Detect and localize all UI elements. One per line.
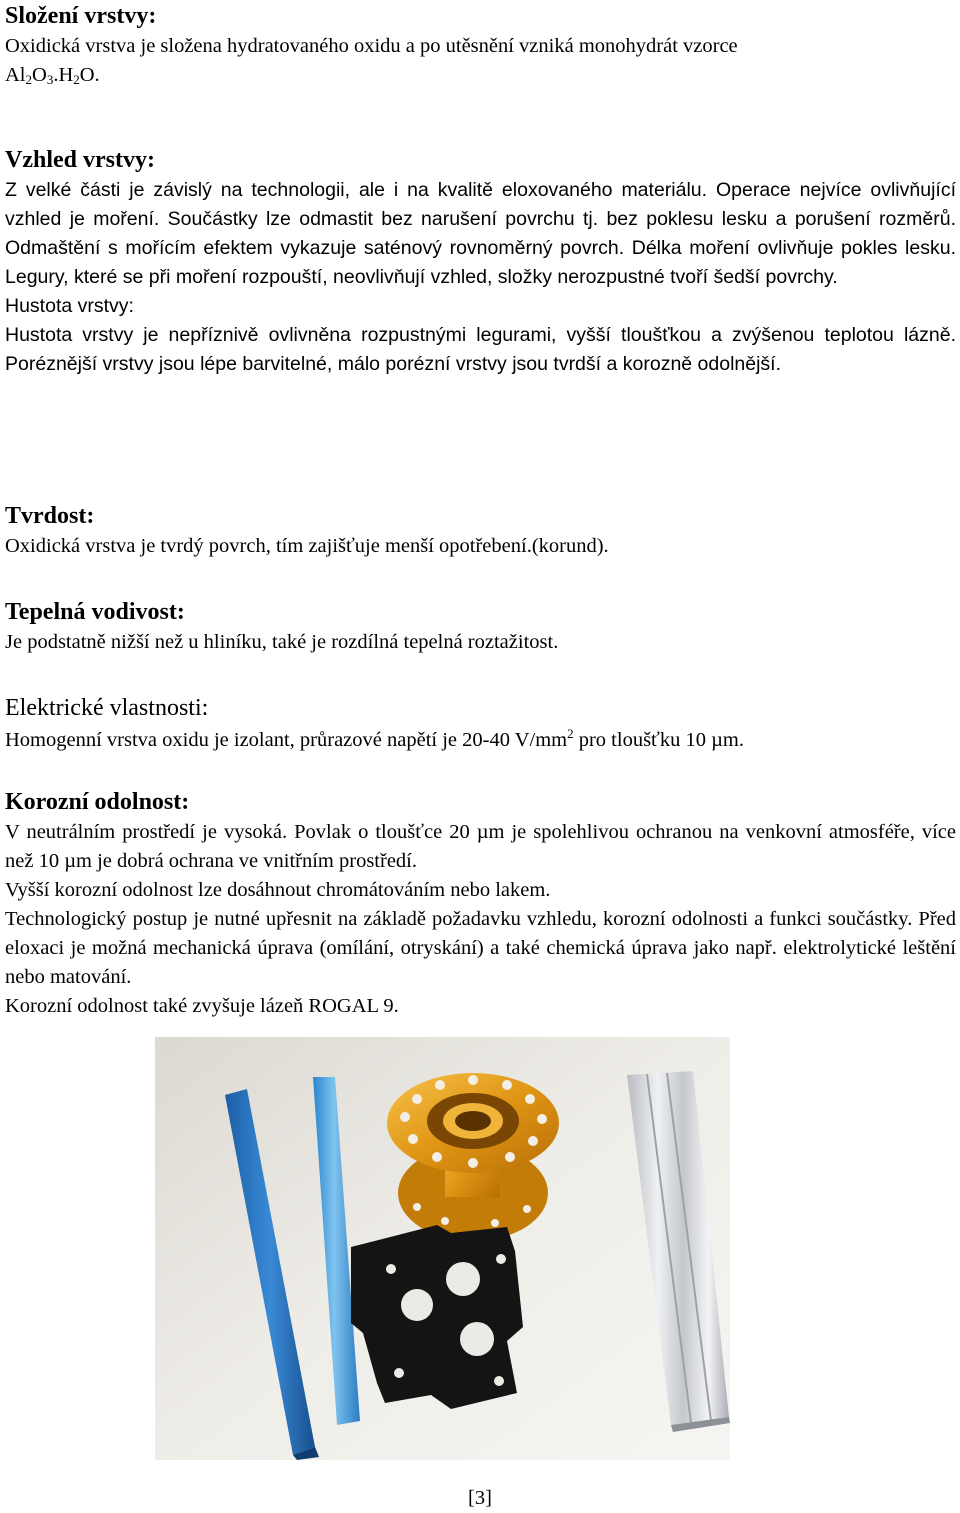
text-vzhled: Z velké části je závislý na technologii, ale i na kvalitě eloxovaného materiálu. Operace nejvíce ovlivňující vzhled je moření. Součástky lze odmastit bez narušení povrchu tj. bez poklesu lesku a porušení rozměrů. Odmaštění s mořícím efektem vykazuje saténový rovnoměrný povrch. Délka moření ovlivňuje pokles lesku. Legury, které se při moření rozpouští, neovlivňují vzhled, složky nerozpustné tvoří šedší povrchy. [5, 179, 956, 288]
text-tvrdost: Oxidická vrstva je tvrdý povrch, tím zajišťuje menší opotřebení.(korund). [5, 535, 609, 557]
section-korozni [5, 788, 956, 1021]
text-korozni-2: Vyšší korozní odolnost lze dosáhnout chromátováním nebo lakem. [5, 879, 551, 901]
text-korozni-1: V neutrálním prostředí je vysoká. Povlak o tloušťce 20 µm je spolehlivou ochranou na venkovní atmosféře, více než 10 µm je dobrá ochrana ve vnitřním prostředí. [5, 821, 956, 872]
formula-end: O. [79, 64, 100, 86]
heading-vzhled: Vzhled vrstvy: [5, 147, 155, 173]
formula-sub-3: 3 [46, 72, 54, 87]
text-slozeni-line: Oxidická vrstva je složena hydratovaného oxidu a po utěsnění vzniká monohydrát vzorce [5, 35, 738, 57]
section-tepelna [5, 598, 956, 657]
text-korozni-3: Technologický postup je nutné upřesnit na základě požadavku vzhledu, korozní odolnosti a funkci součástky. Před eloxaci je možná mechanická úprava (omílání, otryskání) a také chemická úprava jako např. elektrolytické leštění nebo matování. [5, 908, 956, 988]
text-elektricke-b: pro tloušťku 10 µm. [573, 729, 744, 751]
formula-sub-2a: 2 [25, 72, 32, 87]
section-slozeni [5, 2, 956, 90]
text-elektricke [5, 726, 956, 755]
formula-h: .H [53, 64, 74, 86]
text-tepelna: Je podstatně nižší než u hliníku, také je rozdílná tepelná roztažitost. [5, 631, 559, 653]
text-hustota: Hustota vrstvy je nepříznivě ovlivněna rozpustnými legurami, vyšší tloušťkou a zvýšenou teplotou lázně. Poréznější vrstvy jsou lépe barvitelné, málo porézní vrstvy jsou tvrdší a korozně odolnější. [5, 324, 956, 375]
section-elektricke [5, 694, 956, 755]
black-gasket-icon [351, 1225, 523, 1409]
text-korozni-4: Korozní odolnost také zvyšuje lázeň ROGAL 9. [5, 995, 399, 1017]
gold-hub-icon [387, 1073, 559, 1241]
text-slozeni [5, 32, 956, 90]
heading-slozeni: Složení vrstvy: [5, 3, 157, 29]
section-vzhled [5, 146, 956, 379]
formula-sub-2b: 2 [73, 72, 80, 87]
text-elektricke-sup: 2 [567, 726, 574, 741]
anodized-parts-photo [155, 1037, 730, 1460]
heading-tvrdost: Tvrdost: [5, 503, 95, 529]
section-tvrdost [5, 502, 956, 561]
text-elektricke-a: Homogenní vrstva oxidu je izolant, průrazové napětí je 20-40 V/mm [5, 729, 568, 751]
heading-tepelna: Tepelná vodivost: [5, 599, 185, 625]
page-number: [3] [468, 1487, 492, 1509]
label-hustota: Hustota vrstvy: [5, 295, 134, 317]
heading-elektricke: Elektrické vlastnosti: [5, 695, 209, 721]
formula-al: Al [5, 64, 26, 86]
formula-o: O [32, 64, 47, 86]
heading-korozni: Korozní odolnost: [5, 789, 190, 815]
